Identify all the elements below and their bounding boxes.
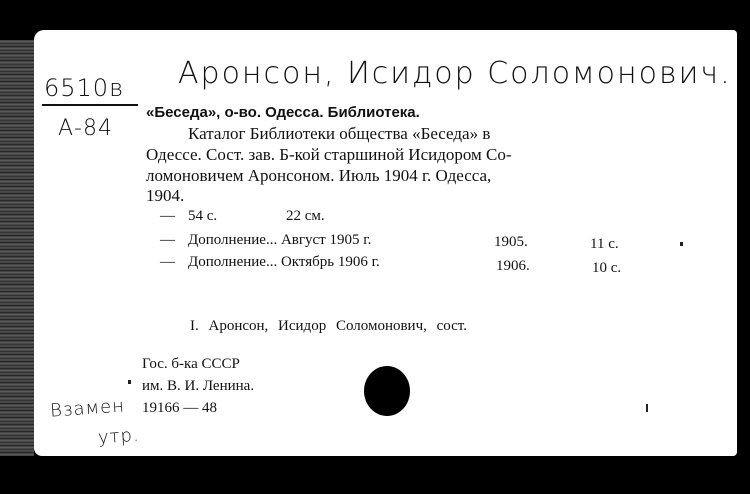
imprint-line: 19166 — 48 bbox=[142, 400, 217, 416]
scan-speck bbox=[128, 380, 131, 384]
author-heading: Аронсон, Исидор Соломонович. bbox=[178, 56, 732, 91]
scan-edge-bottom bbox=[0, 456, 750, 494]
description-line: ломоновичем Аронсоном. Июль 1904 г. Одесса, bbox=[146, 166, 492, 185]
supplement-dash: — bbox=[160, 254, 175, 270]
entry-heading: «Беседа», о-во. Одесса. Библиотека. bbox=[146, 104, 420, 121]
scan-edge-left bbox=[0, 40, 34, 494]
handwritten-note: утр. bbox=[97, 424, 141, 449]
collation-size: 22 см. bbox=[286, 208, 325, 224]
scan-speck bbox=[680, 242, 683, 246]
handwritten-note: Взамен bbox=[49, 395, 126, 422]
tracing: I. Аронсон, Исидор Соломонович, сост. bbox=[190, 318, 467, 334]
description-line: Каталог Библиотеки общества «Беседа» в bbox=[188, 124, 491, 143]
call-number-bottom: А-84 bbox=[58, 116, 113, 141]
supplement-pages: 10 с. bbox=[592, 260, 622, 276]
description-line: 1904. bbox=[146, 186, 185, 205]
imprint-line: Гос. б-ка СССР bbox=[142, 356, 240, 372]
call-number-divider bbox=[42, 104, 138, 106]
collation-dash: — bbox=[160, 208, 175, 224]
supplement-year: 1905. bbox=[494, 234, 528, 250]
imprint-line: им. В. И. Ленина. bbox=[142, 378, 255, 394]
supplement-dash: — bbox=[160, 232, 175, 248]
supplement-year: 1906. bbox=[496, 258, 530, 274]
call-number-top: 6510в bbox=[44, 74, 125, 102]
supplement-title: Дополнение... Август 1905 г. bbox=[188, 232, 372, 248]
scan-speck bbox=[646, 404, 648, 412]
library-stamp bbox=[364, 366, 410, 416]
supplement-title: Дополнение... Октябрь 1906 г. bbox=[188, 254, 380, 270]
supplement-pages: 11 с. bbox=[590, 236, 619, 252]
collation-pages: 54 с. bbox=[188, 208, 218, 224]
description-line: Одессе. Сост. зав. Б-кой старшиной Исидором Со- bbox=[146, 145, 512, 164]
